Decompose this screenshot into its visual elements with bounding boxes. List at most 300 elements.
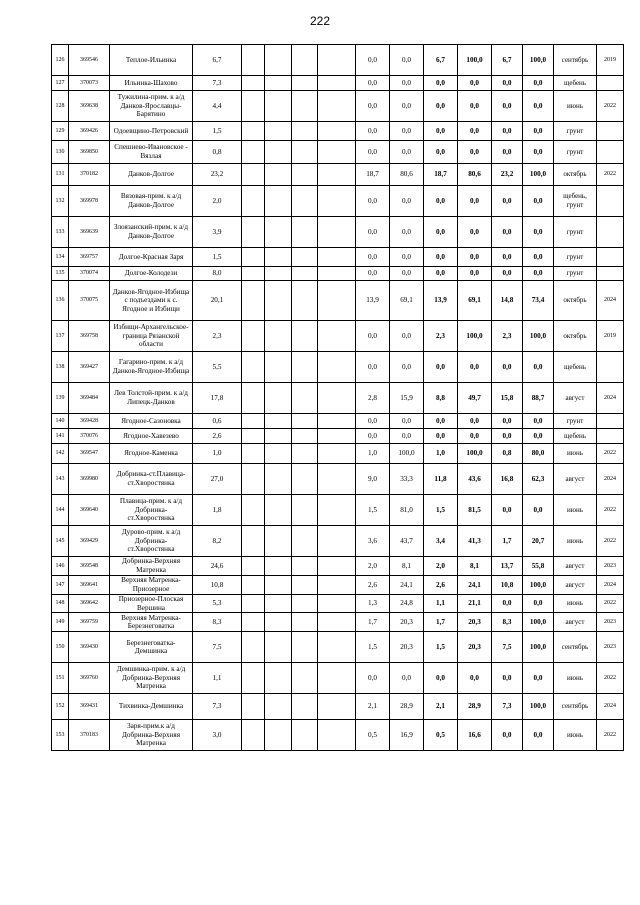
row-number: 151 — [52, 663, 69, 694]
empty-cell — [292, 663, 318, 694]
empty-cell — [265, 663, 292, 694]
value-cell-bold: 0,0 — [523, 720, 554, 751]
empty-cell — [292, 720, 318, 751]
empty-cell — [242, 186, 265, 217]
road-name: Данков-Ягодное-Избища с подъездами к с. Ягодное и Избищи — [110, 281, 193, 321]
value-cell-bold: 0,0 — [523, 495, 554, 526]
empty-cell — [292, 352, 318, 383]
road-name: Верхняя Матренка-Приозерное — [110, 576, 193, 595]
empty-cell — [265, 352, 292, 383]
road-code: 369642 — [69, 595, 110, 613]
page-number: 222 — [309, 14, 331, 28]
value-cell: 81,0 — [390, 495, 424, 526]
empty-cell — [318, 613, 356, 632]
empty-cell — [265, 91, 292, 122]
year-cell: 2023 — [597, 613, 624, 632]
row-number: 135 — [52, 267, 69, 281]
value-cell-bold: 100,0 — [523, 164, 554, 186]
road-code: 369760 — [69, 663, 110, 694]
value-cell: 0,0 — [356, 91, 390, 122]
empty-cell — [265, 281, 292, 321]
row-number: 132 — [52, 186, 69, 217]
value-cell-bold: 55,8 — [523, 557, 554, 576]
value-cell: 0,0 — [356, 45, 390, 76]
row-number: 150 — [52, 632, 69, 663]
road-name: Долгое-Красная Заря — [110, 248, 193, 267]
value-cell: 0,0 — [390, 663, 424, 694]
surface-or-month: грунт — [554, 122, 597, 141]
value-cell-bold: 100,0 — [458, 45, 492, 76]
empty-cell — [242, 248, 265, 267]
empty-cell — [318, 186, 356, 217]
year-cell: 2024 — [597, 281, 624, 321]
empty-cell — [318, 164, 356, 186]
value-cell-bold: 10,8 — [492, 576, 523, 595]
surface-or-month: август — [554, 576, 597, 595]
value-cell-bold: 0,0 — [523, 186, 554, 217]
empty-cell — [292, 557, 318, 576]
road-code: 369430 — [69, 632, 110, 663]
empty-cell — [265, 321, 292, 352]
empty-cell — [242, 352, 265, 383]
value-cell: 2,8 — [356, 383, 390, 414]
road-code: 369429 — [69, 526, 110, 557]
value-cell-bold: 43,6 — [458, 464, 492, 495]
value-cell: 0,0 — [390, 122, 424, 141]
table-row — [52, 281, 624, 321]
value-cell-bold: 0,0 — [458, 217, 492, 248]
value-cell: 0,0 — [356, 141, 390, 164]
empty-cell — [242, 267, 265, 281]
empty-cell — [292, 464, 318, 495]
value-cell-bold: 0,5 — [424, 720, 458, 751]
year-cell — [597, 267, 624, 281]
row-number: 131 — [52, 164, 69, 186]
value-cell-bold: 24,1 — [458, 576, 492, 595]
empty-cell — [318, 267, 356, 281]
empty-cell — [265, 613, 292, 632]
empty-cell — [292, 122, 318, 141]
year-cell: 2024 — [597, 383, 624, 414]
year-cell — [597, 217, 624, 248]
value-cell-bold: 0,0 — [523, 663, 554, 694]
value-cell: 80,6 — [390, 164, 424, 186]
road-name: Добринка-Верхняя Матренка — [110, 557, 193, 576]
road-length: 3,9 — [193, 217, 242, 248]
empty-cell — [265, 383, 292, 414]
road-code: 369484 — [69, 383, 110, 414]
row-number: 126 — [52, 45, 69, 76]
year-cell — [597, 352, 624, 383]
empty-cell — [292, 186, 318, 217]
value-cell-bold: 0,0 — [523, 91, 554, 122]
value-cell-bold: 88,7 — [523, 383, 554, 414]
empty-cell — [242, 576, 265, 595]
value-cell: 0,0 — [356, 248, 390, 267]
road-length: 20,1 — [193, 281, 242, 321]
road-name: Ягодное-Каменка — [110, 444, 193, 464]
road-length: 2,0 — [193, 186, 242, 217]
value-cell-bold: 16,8 — [492, 464, 523, 495]
value-cell-bold: 0,0 — [424, 217, 458, 248]
value-cell: 3,6 — [356, 526, 390, 557]
table-row — [52, 91, 624, 122]
table-row — [52, 217, 624, 248]
road-code: 369641 — [69, 576, 110, 595]
empty-cell — [318, 45, 356, 76]
value-cell-bold: 1,7 — [424, 613, 458, 632]
road-name: Лев Толстой-прим. к а/д Липецк-Данков — [110, 383, 193, 414]
value-cell-bold: 7,5 — [492, 632, 523, 663]
value-cell: 0,0 — [356, 414, 390, 429]
value-cell-bold: 0,0 — [492, 186, 523, 217]
value-cell-bold: 0,0 — [523, 429, 554, 444]
value-cell: 24,1 — [390, 576, 424, 595]
surface-or-month: щебень — [554, 352, 597, 383]
value-cell: 0,0 — [390, 321, 424, 352]
row-number: 144 — [52, 495, 69, 526]
empty-cell — [242, 164, 265, 186]
year-cell: 2024 — [597, 694, 624, 720]
value-cell-bold: 62,3 — [523, 464, 554, 495]
table-row — [52, 595, 624, 613]
value-cell-bold: 14,8 — [492, 281, 523, 321]
road-length: 6,7 — [193, 45, 242, 76]
road-length: 3,0 — [193, 720, 242, 751]
road-length: 4,4 — [193, 91, 242, 122]
road-code: 370182 — [69, 164, 110, 186]
surface-or-month: август — [554, 464, 597, 495]
empty-cell — [318, 694, 356, 720]
value-cell-bold: 100,0 — [523, 694, 554, 720]
table-row — [52, 694, 624, 720]
value-cell: 2,1 — [356, 694, 390, 720]
value-cell-bold: 0,0 — [458, 91, 492, 122]
empty-cell — [292, 321, 318, 352]
row-number: 143 — [52, 464, 69, 495]
road-length: 8,2 — [193, 526, 242, 557]
table-row — [52, 414, 624, 429]
road-length: 1,1 — [193, 663, 242, 694]
value-cell: 0,0 — [390, 91, 424, 122]
value-cell: 69,1 — [390, 281, 424, 321]
empty-cell — [242, 495, 265, 526]
empty-cell — [292, 217, 318, 248]
year-cell: 2022 — [597, 91, 624, 122]
value-cell: 0,0 — [390, 414, 424, 429]
road-name: Ягодное-Сазоновка — [110, 414, 193, 429]
empty-cell — [265, 217, 292, 248]
value-cell-bold: 73,4 — [523, 281, 554, 321]
value-cell: 0,0 — [356, 76, 390, 91]
empty-cell — [265, 464, 292, 495]
value-cell: 13,9 — [356, 281, 390, 321]
road-code: 369428 — [69, 414, 110, 429]
value-cell-bold: 0,0 — [492, 141, 523, 164]
value-cell: 1,7 — [356, 613, 390, 632]
row-number: 141 — [52, 429, 69, 444]
surface-or-month: август — [554, 613, 597, 632]
empty-cell — [292, 91, 318, 122]
value-cell-bold: 41,3 — [458, 526, 492, 557]
road-code: 370073 — [69, 76, 110, 91]
empty-cell — [318, 141, 356, 164]
table-row — [52, 164, 624, 186]
value-cell: 0,0 — [390, 352, 424, 383]
value-cell: 1,5 — [356, 495, 390, 526]
value-cell-bold: 0,0 — [458, 122, 492, 141]
empty-cell — [242, 720, 265, 751]
value-cell-bold: 2,3 — [424, 321, 458, 352]
road-length: 27,0 — [193, 464, 242, 495]
table-row — [52, 557, 624, 576]
value-cell-bold: 80,0 — [523, 444, 554, 464]
road-name: Спешнево-Ивановское - Вязлая — [110, 141, 193, 164]
year-cell: 2019 — [597, 45, 624, 76]
value-cell-bold: 0,0 — [424, 141, 458, 164]
table-row — [52, 576, 624, 595]
value-cell-bold: 1,1 — [424, 595, 458, 613]
empty-cell — [242, 444, 265, 464]
empty-cell — [265, 595, 292, 613]
value-cell-bold: 0,0 — [492, 91, 523, 122]
empty-cell — [292, 248, 318, 267]
empty-cell — [242, 122, 265, 141]
road-name: Дурово-прим. к а/д Добринка-ст.Хворостянка — [110, 526, 193, 557]
row-number: 147 — [52, 576, 69, 595]
road-name: Добринка-ст.Плавица-ст.Хворостянка — [110, 464, 193, 495]
empty-cell — [292, 281, 318, 321]
road-name: Гагарино-прим. к а/д Данков-Ягодное-Избища — [110, 352, 193, 383]
empty-cell — [265, 164, 292, 186]
road-name: Теплое-Ильинка — [110, 45, 193, 76]
road-code: 369757 — [69, 248, 110, 267]
value-cell-bold: 8,3 — [492, 613, 523, 632]
empty-cell — [265, 248, 292, 267]
road-length: 23,2 — [193, 164, 242, 186]
empty-cell — [318, 464, 356, 495]
value-cell-bold: 1,5 — [424, 632, 458, 663]
empty-cell — [318, 248, 356, 267]
empty-cell — [318, 576, 356, 595]
road-length: 7,3 — [193, 76, 242, 91]
row-number: 140 — [52, 414, 69, 429]
value-cell-bold: 100,0 — [523, 613, 554, 632]
empty-cell — [292, 141, 318, 164]
value-cell: 0,0 — [390, 141, 424, 164]
value-cell: 2,0 — [356, 557, 390, 576]
value-cell: 24,8 — [390, 595, 424, 613]
empty-cell — [242, 217, 265, 248]
value-cell-bold: 0,0 — [424, 186, 458, 217]
value-cell-bold: 0,0 — [523, 122, 554, 141]
value-cell-bold: 0,0 — [523, 248, 554, 267]
value-cell: 0,0 — [390, 186, 424, 217]
value-cell: 0,0 — [356, 122, 390, 141]
road-code: 369850 — [69, 141, 110, 164]
road-length: 1,5 — [193, 248, 242, 267]
table-row — [52, 495, 624, 526]
value-cell: 0,0 — [356, 663, 390, 694]
value-cell-bold: 20,7 — [523, 526, 554, 557]
empty-cell — [318, 663, 356, 694]
road-name: Демшинка-прим. к а/д Добринка-Верхняя Матренка — [110, 663, 193, 694]
empty-cell — [292, 444, 318, 464]
value-cell: 0,0 — [390, 217, 424, 248]
table-row — [52, 383, 624, 414]
empty-cell — [242, 595, 265, 613]
road-code: 369759 — [69, 613, 110, 632]
value-cell-bold: 0,0 — [523, 595, 554, 613]
value-cell-bold: 100,0 — [458, 444, 492, 464]
value-cell: 0,0 — [356, 186, 390, 217]
value-cell-bold: 100,0 — [523, 45, 554, 76]
empty-cell — [242, 663, 265, 694]
road-code: 369640 — [69, 495, 110, 526]
value-cell-bold: 0,0 — [424, 248, 458, 267]
empty-cell — [265, 444, 292, 464]
value-cell-bold: 100,0 — [458, 321, 492, 352]
row-number: 127 — [52, 76, 69, 91]
value-cell-bold: 81,5 — [458, 495, 492, 526]
value-cell-bold: 0,0 — [458, 429, 492, 444]
value-cell-bold: 49,7 — [458, 383, 492, 414]
value-cell-bold: 13,9 — [424, 281, 458, 321]
empty-cell — [242, 281, 265, 321]
year-cell — [597, 414, 624, 429]
empty-cell — [265, 495, 292, 526]
road-name: Избищи-Архангельское-граница Рязанской области — [110, 321, 193, 352]
empty-cell — [242, 632, 265, 663]
row-number: 139 — [52, 383, 69, 414]
year-cell — [597, 122, 624, 141]
value-cell-bold: 0,0 — [424, 267, 458, 281]
value-cell-bold: 2,3 — [492, 321, 523, 352]
value-cell: 0,0 — [390, 267, 424, 281]
value-cell-bold: 0,0 — [424, 663, 458, 694]
row-number: 153 — [52, 720, 69, 751]
road-length: 8,3 — [193, 613, 242, 632]
value-cell-bold: 28,9 — [458, 694, 492, 720]
empty-cell — [242, 464, 265, 495]
row-number: 128 — [52, 91, 69, 122]
empty-cell — [318, 217, 356, 248]
road-name: Долгое-Колодези — [110, 267, 193, 281]
empty-cell — [292, 164, 318, 186]
road-name: Тужилина-прим. к а/д Данков-Ярославцы-Барятино — [110, 91, 193, 122]
empty-cell — [242, 526, 265, 557]
empty-cell — [242, 76, 265, 91]
empty-cell — [318, 122, 356, 141]
empty-cell — [318, 429, 356, 444]
empty-cell — [242, 557, 265, 576]
surface-or-month: октябрь — [554, 321, 597, 352]
table-row — [52, 464, 624, 495]
value-cell-bold: 0,0 — [492, 429, 523, 444]
road-length: 0,8 — [193, 141, 242, 164]
year-cell: 2023 — [597, 557, 624, 576]
value-cell: 16,9 — [390, 720, 424, 751]
empty-cell — [242, 414, 265, 429]
value-cell: 43,7 — [390, 526, 424, 557]
table-row — [52, 267, 624, 281]
empty-cell — [242, 91, 265, 122]
empty-cell — [318, 720, 356, 751]
value-cell-bold: 0,0 — [492, 414, 523, 429]
value-cell-bold: 0,0 — [424, 91, 458, 122]
empty-cell — [318, 76, 356, 91]
table-row — [52, 663, 624, 694]
value-cell-bold: 100,0 — [523, 632, 554, 663]
roads-table — [51, 44, 624, 751]
table-row — [52, 526, 624, 557]
value-cell-bold: 0,0 — [492, 76, 523, 91]
road-code: 369639 — [69, 217, 110, 248]
surface-or-month: сентябрь — [554, 694, 597, 720]
value-cell: 0,0 — [356, 267, 390, 281]
year-cell: 2023 — [597, 632, 624, 663]
road-length: 1,8 — [193, 495, 242, 526]
road-name: Злоязанский-прим. к а/д Данков-Долгое — [110, 217, 193, 248]
surface-or-month: сентябрь — [554, 632, 597, 663]
road-name: Данков-Долгое — [110, 164, 193, 186]
table-row — [52, 613, 624, 632]
value-cell-bold: 6,7 — [424, 45, 458, 76]
value-cell-bold: 3,4 — [424, 526, 458, 557]
empty-cell — [265, 694, 292, 720]
empty-cell — [318, 91, 356, 122]
empty-cell — [265, 141, 292, 164]
table-row — [52, 248, 624, 267]
value-cell-bold: 2,1 — [424, 694, 458, 720]
empty-cell — [265, 429, 292, 444]
surface-or-month: июнь — [554, 663, 597, 694]
value-cell: 0,0 — [356, 352, 390, 383]
empty-cell — [318, 595, 356, 613]
empty-cell — [318, 444, 356, 464]
value-cell: 20,3 — [390, 613, 424, 632]
value-cell: 1,5 — [356, 632, 390, 663]
row-number: 137 — [52, 321, 69, 352]
empty-cell — [318, 632, 356, 663]
row-number: 138 — [52, 352, 69, 383]
year-cell: 2024 — [597, 464, 624, 495]
empty-cell — [318, 281, 356, 321]
value-cell-bold: 69,1 — [458, 281, 492, 321]
value-cell: 33,3 — [390, 464, 424, 495]
value-cell-bold: 15,8 — [492, 383, 523, 414]
empty-cell — [265, 45, 292, 76]
value-cell-bold: 0,0 — [458, 186, 492, 217]
table-row — [52, 45, 624, 76]
value-cell-bold: 0,0 — [492, 248, 523, 267]
year-cell: 2022 — [597, 495, 624, 526]
road-code: 370075 — [69, 281, 110, 321]
surface-or-month: октябрь — [554, 164, 597, 186]
value-cell-bold: 0,0 — [492, 495, 523, 526]
value-cell-bold: 16,6 — [458, 720, 492, 751]
value-cell: 28,9 — [390, 694, 424, 720]
road-name: Плавица-прим. к а/д Добринка-ст.Хворостянка — [110, 495, 193, 526]
value-cell-bold: 0,0 — [424, 122, 458, 141]
road-length: 8,0 — [193, 267, 242, 281]
empty-cell — [292, 383, 318, 414]
value-cell: 8,1 — [390, 557, 424, 576]
empty-cell — [318, 557, 356, 576]
value-cell: 20,3 — [390, 632, 424, 663]
surface-or-month: грунт — [554, 414, 597, 429]
road-name: Верхняя Матренка-Березнеговатка — [110, 613, 193, 632]
